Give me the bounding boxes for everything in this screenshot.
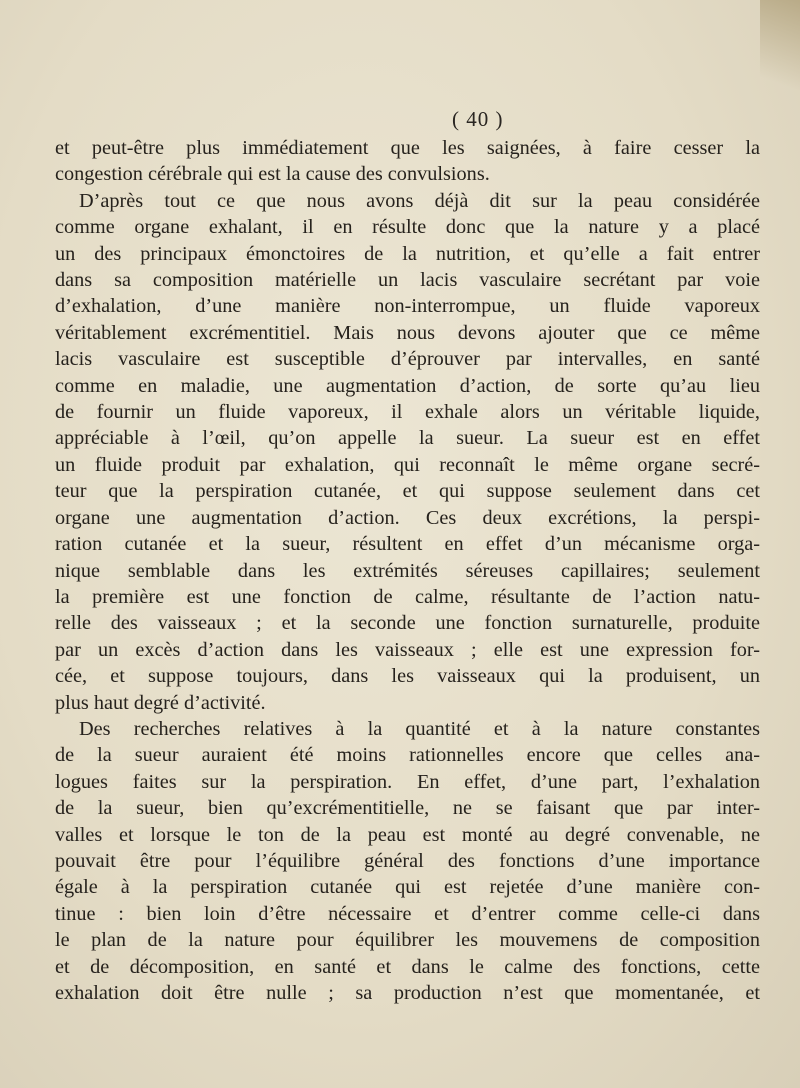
text-line: valles et lorsque le ton de la peau est monté au degré convenable, ne [55,823,760,846]
text-line: un des principaux émonctoires de la nutrition, et qu’elle a fait entrer [55,242,760,265]
text-line: comme en maladie, une augmentation d’action, de sorte qu’au lieu [55,374,760,397]
text-line: exhalation doit être nulle ; sa production n’est que momentanée, et [55,982,760,1004]
text-line: pouvait être pour l’équilibre général des fonctions d’une importance [55,849,760,872]
text-line: d’exhalation, d’une manière non-interrompue, un fluide vaporeux [55,295,760,318]
text-line: teur que la perspiration cutanée, et qui suppose seulement dans cet [55,480,760,503]
text-line: tinue : bien loin d’être nécessaire et d’entrer comme celle-ci dans [55,902,760,925]
text-line: le plan de la nature pour équilibrer les mouvemens de composition [55,929,760,952]
page-number: ( 40 ) [452,107,504,131]
text-line: égale à la perspiration cutanée qui est rejetée d’une manière con- [55,876,760,899]
paper-stain [760,0,800,100]
text-line: ration cutanée et la sueur, résultent en effet d’un mécanisme orga- [55,533,760,556]
text-line: de la sueur, bien qu’excrémentitielle, ne se faisant que par inter- [55,797,760,820]
text-line: la première est une fonction de calme, résultante de l’action natu- [55,585,760,608]
text-line: organe une augmentation d’action. Ces deux excrétions, la perspi- [55,506,760,529]
text-line: logues faites sur la perspiration. En effet, d’une part, l’exhalation [55,770,760,793]
text-line: D’après tout ce que nous avons déjà dit sur la peau considérée [79,189,760,212]
text-line: de la sueur auraient été moins rationnelles encore que celles ana- [55,744,760,767]
text-line: lacis vasculaire est susceptible d’éprouver par intervalles, en santé [55,348,760,371]
text-line: par un excès d’action dans les vaisseaux ; elle est une expression for- [55,638,760,661]
body-text [55,135,760,1006]
text-line: comme organe exhalant, il en résulte donc que la nature y a placé [55,216,760,239]
text-line: et peut-être plus immédiatement que les saignées, à faire cesser la [55,137,760,159]
text-line: plus haut degré d’activité. [55,691,266,714]
text-line: relle des vaisseaux ; et la seconde une fonction surnaturelle, produite [55,612,760,635]
text-line: congestion cérébrale qui est la cause des convulsions. [55,163,490,186]
text-line: et de décomposition, en santé et dans le calme des fonctions, cette [55,955,760,978]
text-line: un fluide produit par exhalation, qui reconnaît le même organe secré- [55,453,760,476]
text-line: dans sa composition matérielle un lacis vasculaire secrétant par voie [55,269,760,292]
text-line: véritablement excrémentitiel. Mais nous devons ajouter que ce même [55,321,760,344]
text-line: appréciable à l’œil, qu’on appelle la sueur. La sueur est en effet [55,427,760,450]
text-line: Des recherches relatives à la quantité et à la nature constantes [79,717,760,740]
text-line: de fournir un fluide vaporeux, il exhale alors un véritable liquide, [55,401,760,424]
text-line: cée, et suppose toujours, dans les vaisseaux qui la produisent, un [55,665,760,688]
text-line: nique semblable dans les extrémités séreuses capillaires; seulement [55,559,760,582]
